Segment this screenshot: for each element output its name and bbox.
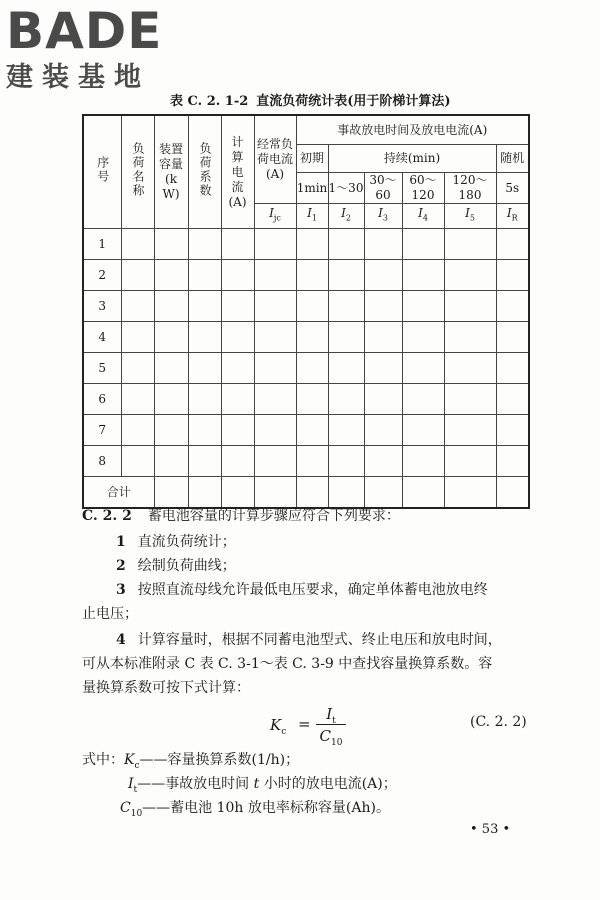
empty-cell bbox=[402, 322, 444, 353]
empty-cell bbox=[188, 291, 221, 322]
table-row bbox=[83, 415, 529, 446]
logo-wordmark: BADE bbox=[6, 2, 163, 60]
empty-cell bbox=[188, 229, 221, 260]
empty-cell bbox=[254, 260, 296, 291]
empty-cell bbox=[188, 384, 221, 415]
empty-cell bbox=[296, 384, 328, 415]
empty-cell bbox=[364, 291, 402, 322]
symbol-cell: $I_R$ bbox=[496, 204, 529, 229]
empty-cell bbox=[328, 322, 364, 353]
table-row bbox=[83, 260, 529, 291]
step-1: 1 直流负荷统计； bbox=[116, 534, 236, 550]
section-text: 蓄电池容量的计算步骤应符合下列要求： bbox=[147, 508, 400, 524]
empty-cell bbox=[444, 260, 496, 291]
table-number: 表 C. 2. 1-2 bbox=[170, 94, 249, 109]
empty-cell bbox=[188, 260, 221, 291]
empty-cell bbox=[296, 291, 328, 322]
time-cell: 5s bbox=[496, 173, 529, 204]
empty-cell bbox=[496, 353, 529, 384]
empty-cell bbox=[121, 229, 154, 260]
header-coeff: 负荷系数 bbox=[188, 115, 221, 229]
empty-cell bbox=[154, 384, 188, 415]
empty-cell bbox=[121, 415, 154, 446]
empty-cell bbox=[296, 446, 328, 477]
header-name: 负荷名称 bbox=[121, 115, 154, 229]
empty-cell bbox=[364, 446, 402, 477]
step-4: 4 计算容量时，根据不同蓄电池型式、终止电压和放电时间， bbox=[116, 632, 502, 648]
total-label: 合计 bbox=[83, 477, 154, 509]
empty-cell bbox=[221, 260, 254, 291]
empty-cell bbox=[328, 446, 364, 477]
empty-cell bbox=[121, 260, 154, 291]
time-cell: 1min bbox=[296, 173, 328, 204]
empty-cell bbox=[328, 229, 364, 260]
empty-cell bbox=[364, 322, 402, 353]
empty-cell bbox=[221, 384, 254, 415]
empty-cell bbox=[444, 322, 496, 353]
empty-cell bbox=[364, 229, 402, 260]
time-cell: 60～120 bbox=[402, 173, 444, 204]
empty-cell bbox=[328, 260, 364, 291]
logo-subtitle: 建装基地 bbox=[6, 62, 150, 93]
empty-cell bbox=[444, 291, 496, 322]
empty-cell bbox=[328, 291, 364, 322]
row-number: 5 bbox=[83, 353, 121, 384]
empty-cell bbox=[154, 415, 188, 446]
empty-cell bbox=[402, 229, 444, 260]
empty-cell bbox=[121, 446, 154, 477]
row-number: 2 bbox=[83, 260, 121, 291]
equation-number: (C. 2. 2) bbox=[470, 714, 527, 730]
empty-cell bbox=[221, 291, 254, 322]
empty-cell bbox=[154, 353, 188, 384]
empty-cell bbox=[444, 446, 496, 477]
empty-cell bbox=[154, 322, 188, 353]
empty-cell bbox=[254, 415, 296, 446]
step-3-cont: 止电压； bbox=[82, 606, 138, 622]
empty-cell bbox=[402, 353, 444, 384]
row-number: 7 bbox=[83, 415, 121, 446]
empty-cell bbox=[496, 446, 529, 477]
empty-cell bbox=[188, 415, 221, 446]
formula-numerator: $I_t$ bbox=[316, 704, 346, 725]
header-regular: 经常负荷电流(A) bbox=[254, 115, 296, 204]
empty-cell bbox=[364, 415, 402, 446]
formula-denominator: $C_{10}$ bbox=[319, 727, 343, 748]
empty-cell bbox=[154, 229, 188, 260]
def-kc: 式中：$K_c——$容量换算系数(1/h)； bbox=[82, 752, 300, 771]
table-row bbox=[83, 353, 529, 384]
empty-cell bbox=[402, 384, 444, 415]
empty-cell bbox=[154, 260, 188, 291]
empty-cell bbox=[296, 322, 328, 353]
empty-cell bbox=[402, 260, 444, 291]
empty-cell bbox=[444, 415, 496, 446]
empty-cell bbox=[121, 353, 154, 384]
empty-cell bbox=[188, 353, 221, 384]
empty-cell bbox=[154, 291, 188, 322]
step-4-cont1: 可从本标准附录 C 表 C. 3-1～表 C. 3-9 中查找容量换算系数。容 bbox=[82, 656, 493, 672]
empty-cell bbox=[496, 384, 529, 415]
header-seq: 序号 bbox=[83, 115, 121, 229]
empty-cell bbox=[444, 229, 496, 260]
symbol-cell: $I_{jc}$ bbox=[254, 204, 296, 229]
time-cell: 30～60 bbox=[364, 173, 402, 204]
header-continuous: 持续(min) bbox=[328, 145, 496, 173]
empty-cell bbox=[254, 322, 296, 353]
empty-cell bbox=[364, 260, 402, 291]
table-row bbox=[83, 322, 529, 353]
symbol-cell: $I_4$ bbox=[402, 204, 444, 229]
empty-cell bbox=[254, 291, 296, 322]
header-capacity: 装置容量(kW) bbox=[154, 115, 188, 229]
table-row bbox=[83, 384, 529, 415]
empty-cell bbox=[496, 322, 529, 353]
time-cell: 1～30 bbox=[328, 173, 364, 204]
table-row bbox=[83, 229, 529, 260]
empty-cell bbox=[254, 446, 296, 477]
table-row bbox=[83, 291, 529, 322]
formula-equals: = bbox=[298, 715, 311, 733]
row-number: 1 bbox=[83, 229, 121, 260]
symbol-cell: $I_5$ bbox=[444, 204, 496, 229]
empty-cell bbox=[188, 446, 221, 477]
page-number: • 53 • bbox=[470, 822, 511, 837]
row-number: 8 bbox=[83, 446, 121, 477]
empty-cell bbox=[328, 353, 364, 384]
time-cell: 120～180 bbox=[444, 173, 496, 204]
row-number: 4 bbox=[83, 322, 121, 353]
empty-cell bbox=[188, 322, 221, 353]
empty-cell bbox=[121, 291, 154, 322]
header-discharge: 事故放电时间及放电电流(A) bbox=[296, 115, 529, 145]
symbol-cell: $I_1$ bbox=[296, 204, 328, 229]
header-initial: 初期 bbox=[296, 145, 328, 173]
empty-cell bbox=[221, 353, 254, 384]
def-c10: $C_{10}——$蓄电池 10h 放电率标称容量(Ah)。 bbox=[120, 800, 390, 819]
empty-cell bbox=[496, 229, 529, 260]
empty-cell bbox=[364, 353, 402, 384]
empty-cell bbox=[154, 446, 188, 477]
table-title: 直流负荷统计表(用于阶梯计算法) bbox=[256, 94, 451, 109]
formula-c-2-2 bbox=[270, 704, 400, 754]
empty-cell bbox=[402, 415, 444, 446]
empty-cell bbox=[402, 291, 444, 322]
empty-cell bbox=[328, 415, 364, 446]
empty-cell bbox=[254, 353, 296, 384]
def-it: $I_t——$事故放电时间 t 小时的放电电流(A)； bbox=[128, 776, 397, 795]
table-body bbox=[83, 229, 529, 477]
step-4-cont2: 量换算系数可按下式计算： bbox=[82, 680, 250, 696]
dc-load-table bbox=[82, 114, 530, 509]
empty-cell bbox=[364, 384, 402, 415]
empty-cell bbox=[221, 415, 254, 446]
empty-cell bbox=[296, 229, 328, 260]
row-number: 3 bbox=[83, 291, 121, 322]
section-heading bbox=[82, 504, 400, 528]
empty-cell bbox=[444, 384, 496, 415]
symbol-cell: $I_3$ bbox=[364, 204, 402, 229]
empty-cell bbox=[121, 322, 154, 353]
empty-cell bbox=[254, 229, 296, 260]
empty-cell bbox=[254, 384, 296, 415]
empty-cell bbox=[296, 415, 328, 446]
step-2: 2 绘制负荷曲线； bbox=[116, 558, 236, 574]
header-random: 随机 bbox=[496, 145, 529, 173]
empty-cell bbox=[221, 446, 254, 477]
empty-cell bbox=[496, 415, 529, 446]
empty-cell bbox=[296, 260, 328, 291]
empty-cell bbox=[296, 353, 328, 384]
empty-cell bbox=[402, 446, 444, 477]
empty-cell bbox=[221, 322, 254, 353]
row-number: 6 bbox=[83, 384, 121, 415]
header-current: 计算电流(A) bbox=[221, 115, 254, 229]
empty-cell bbox=[221, 229, 254, 260]
table-caption bbox=[170, 91, 470, 113]
section-number: C. 2. 2 bbox=[82, 508, 132, 524]
empty-cell bbox=[328, 384, 364, 415]
step-3: 3 按照直流母线允许最低电压要求，确定单体蓄电池放电终 bbox=[116, 582, 488, 598]
symbol-cell: $I_2$ bbox=[328, 204, 364, 229]
formula-lhs: $K_c$ bbox=[270, 716, 287, 737]
formula-fraction bbox=[316, 704, 346, 748]
empty-cell bbox=[121, 384, 154, 415]
empty-cell bbox=[496, 291, 529, 322]
empty-cell bbox=[496, 260, 529, 291]
empty-cell bbox=[444, 353, 496, 384]
table-row bbox=[83, 446, 529, 477]
